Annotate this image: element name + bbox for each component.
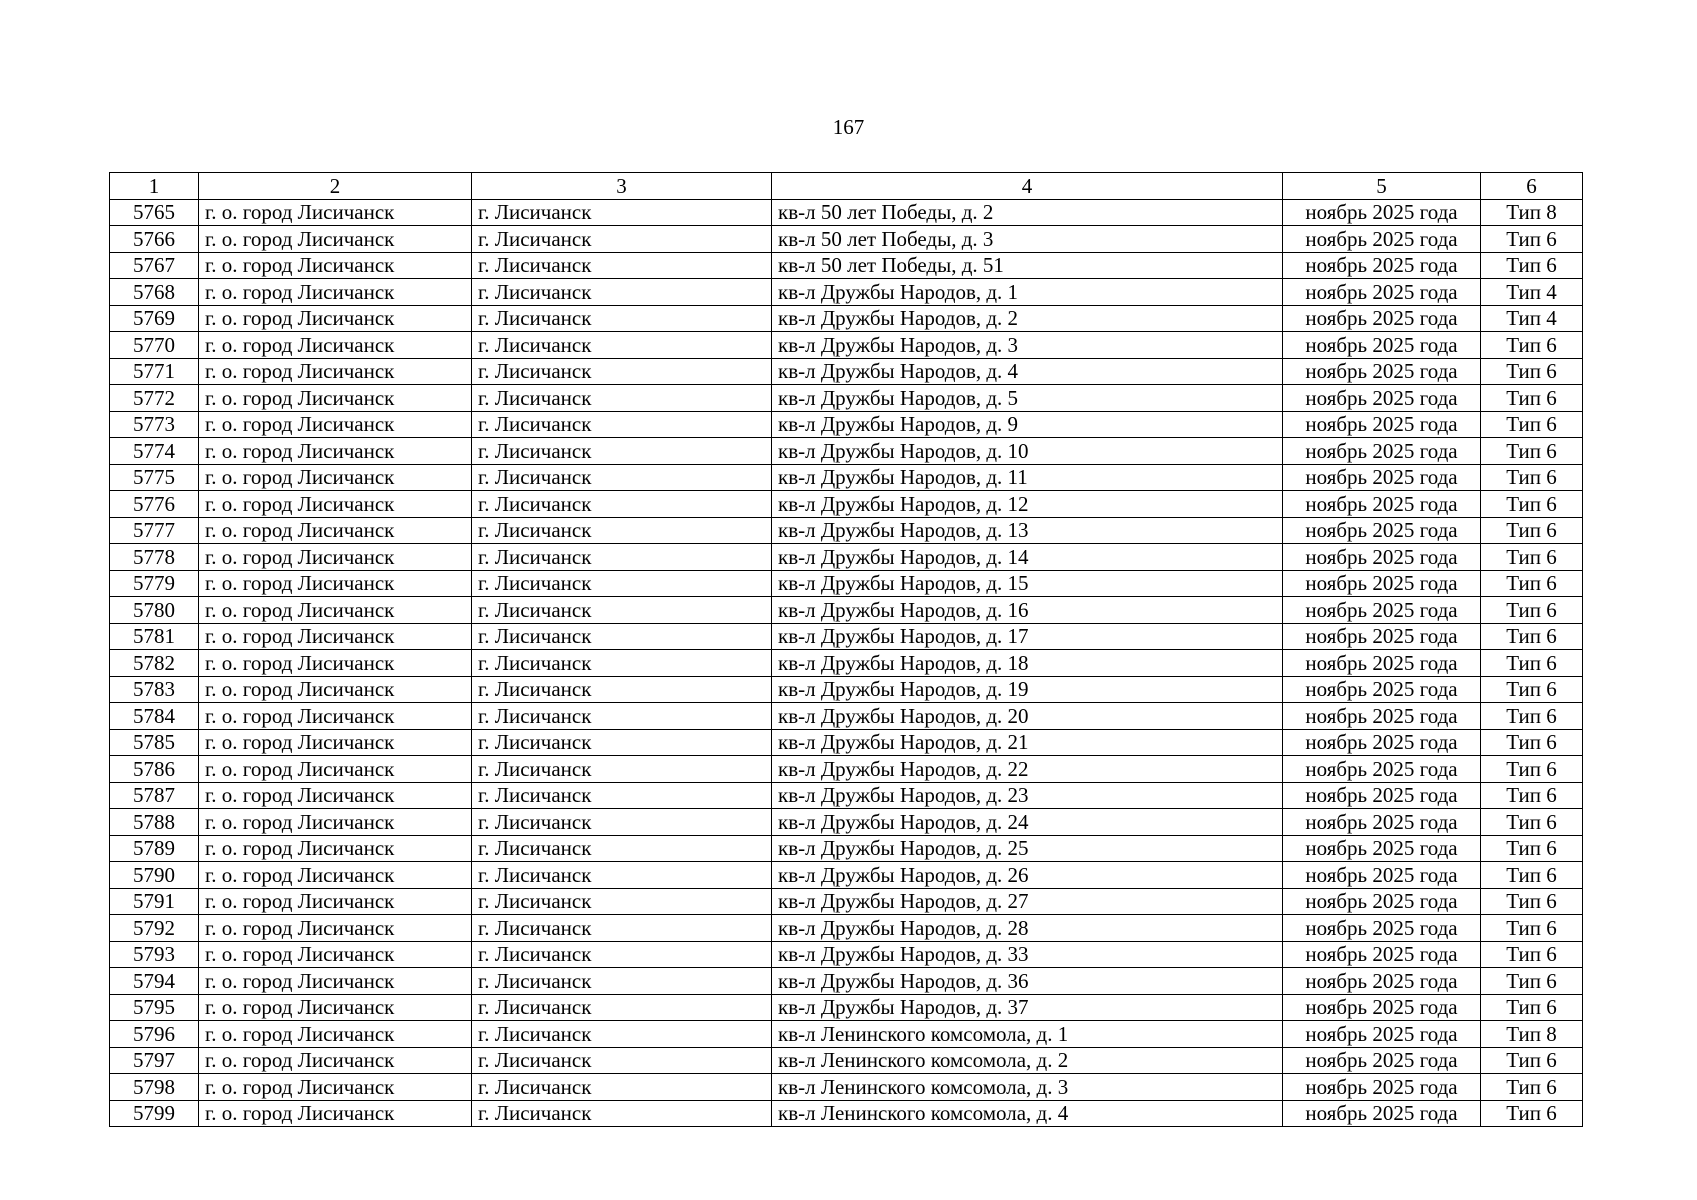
table-row (110, 888, 1583, 915)
cell-settlement: г. Лисичанск (472, 729, 772, 756)
cell-municipality: г. о. город Лисичанск (199, 1021, 472, 1048)
cell-settlement: г. Лисичанск (472, 1047, 772, 1074)
table-row (110, 464, 1583, 491)
cell-period: ноябрь 2025 года (1283, 226, 1481, 253)
table-row (110, 676, 1583, 703)
cell-row-number: 5788 (110, 809, 199, 836)
cell-type: Тип 4 (1481, 305, 1583, 332)
registry-table (109, 172, 1583, 1127)
cell-address: кв-л Дружбы Народов, д. 20 (772, 703, 1283, 730)
cell-settlement: г. Лисичанск (472, 1100, 772, 1127)
cell-period: ноябрь 2025 года (1283, 544, 1481, 571)
cell-row-number: 5789 (110, 835, 199, 862)
cell-municipality: г. о. город Лисичанск (199, 941, 472, 968)
table-row (110, 994, 1583, 1021)
table-row (110, 915, 1583, 942)
cell-settlement: г. Лисичанск (472, 332, 772, 359)
cell-period: ноябрь 2025 года (1283, 809, 1481, 836)
table-row (110, 650, 1583, 677)
table-row (110, 968, 1583, 995)
cell-address: кв-л Ленинского комсомола, д. 4 (772, 1100, 1283, 1127)
cell-row-number: 5775 (110, 464, 199, 491)
cell-period: ноябрь 2025 года (1283, 888, 1481, 915)
cell-row-number: 5776 (110, 491, 199, 518)
cell-row-number: 5794 (110, 968, 199, 995)
table-row (110, 756, 1583, 783)
column-header-1: 1 (110, 173, 199, 200)
cell-period: ноябрь 2025 года (1283, 782, 1481, 809)
cell-municipality: г. о. город Лисичанск (199, 915, 472, 942)
table-row (110, 597, 1583, 624)
cell-municipality: г. о. город Лисичанск (199, 438, 472, 465)
cell-address: кв-л Дружбы Народов, д. 19 (772, 676, 1283, 703)
cell-municipality: г. о. город Лисичанск (199, 756, 472, 783)
cell-row-number: 5795 (110, 994, 199, 1021)
cell-municipality: г. о. город Лисичанск (199, 226, 472, 253)
table-row (110, 570, 1583, 597)
cell-period: ноябрь 2025 года (1283, 332, 1481, 359)
cell-address: кв-л Дружбы Народов, д. 27 (772, 888, 1283, 915)
cell-municipality: г. о. город Лисичанск (199, 597, 472, 624)
cell-period: ноябрь 2025 года (1283, 703, 1481, 730)
cell-period: ноябрь 2025 года (1283, 385, 1481, 412)
cell-municipality: г. о. город Лисичанск (199, 411, 472, 438)
cell-address: кв-л Дружбы Народов, д. 12 (772, 491, 1283, 518)
cell-row-number: 5798 (110, 1074, 199, 1101)
cell-address: кв-л Дружбы Народов, д. 10 (772, 438, 1283, 465)
cell-settlement: г. Лисичанск (472, 782, 772, 809)
cell-municipality: г. о. город Лисичанск (199, 1074, 472, 1101)
cell-period: ноябрь 2025 года (1283, 941, 1481, 968)
cell-settlement: г. Лисичанск (472, 968, 772, 995)
cell-row-number: 5781 (110, 623, 199, 650)
cell-settlement: г. Лисичанск (472, 1074, 772, 1101)
cell-row-number: 5799 (110, 1100, 199, 1127)
cell-period: ноябрь 2025 года (1283, 358, 1481, 385)
cell-address: кв-л Дружбы Народов, д. 22 (772, 756, 1283, 783)
cell-type: Тип 6 (1481, 491, 1583, 518)
table-row (110, 782, 1583, 809)
cell-settlement: г. Лисичанск (472, 226, 772, 253)
cell-type: Тип 6 (1481, 782, 1583, 809)
cell-settlement: г. Лисичанск (472, 650, 772, 677)
cell-type: Тип 6 (1481, 862, 1583, 889)
cell-municipality: г. о. город Лисичанск (199, 305, 472, 332)
cell-municipality: г. о. город Лисичанск (199, 464, 472, 491)
cell-type: Тип 6 (1481, 756, 1583, 783)
table-row (110, 199, 1583, 226)
cell-row-number: 5793 (110, 941, 199, 968)
table-row (110, 411, 1583, 438)
cell-type: Тип 6 (1481, 915, 1583, 942)
table-row (110, 941, 1583, 968)
cell-type: Тип 6 (1481, 623, 1583, 650)
table-body (110, 199, 1583, 1127)
cell-municipality: г. о. город Лисичанск (199, 650, 472, 677)
cell-period: ноябрь 2025 года (1283, 968, 1481, 995)
cell-address: кв-л Дружбы Народов, д. 33 (772, 941, 1283, 968)
cell-municipality: г. о. город Лисичанск (199, 491, 472, 518)
cell-row-number: 5784 (110, 703, 199, 730)
table-row (110, 305, 1583, 332)
cell-type: Тип 6 (1481, 676, 1583, 703)
table-row (110, 226, 1583, 253)
cell-address: кв-л 50 лет Победы, д. 2 (772, 199, 1283, 226)
table-row (110, 1100, 1583, 1127)
cell-address: кв-л Дружбы Народов, д. 4 (772, 358, 1283, 385)
cell-period: ноябрь 2025 года (1283, 835, 1481, 862)
cell-type: Тип 6 (1481, 332, 1583, 359)
column-header-5: 5 (1283, 173, 1481, 200)
cell-period: ноябрь 2025 года (1283, 252, 1481, 279)
cell-settlement: г. Лисичанск (472, 385, 772, 412)
cell-settlement: г. Лисичанск (472, 438, 772, 465)
table-row (110, 809, 1583, 836)
cell-type: Тип 6 (1481, 358, 1583, 385)
cell-period: ноябрь 2025 года (1283, 1021, 1481, 1048)
cell-settlement: г. Лисичанск (472, 862, 772, 889)
table-row (110, 835, 1583, 862)
cell-municipality: г. о. город Лисичанск (199, 994, 472, 1021)
cell-settlement: г. Лисичанск (472, 994, 772, 1021)
cell-period: ноябрь 2025 года (1283, 676, 1481, 703)
cell-address: кв-л Дружбы Народов, д. 25 (772, 835, 1283, 862)
cell-period: ноябрь 2025 года (1283, 650, 1481, 677)
cell-row-number: 5766 (110, 226, 199, 253)
cell-row-number: 5785 (110, 729, 199, 756)
cell-row-number: 5778 (110, 544, 199, 571)
cell-type: Тип 6 (1481, 835, 1583, 862)
cell-municipality: г. о. город Лисичанск (199, 782, 472, 809)
cell-type: Тип 6 (1481, 464, 1583, 491)
cell-municipality: г. о. город Лисичанск (199, 809, 472, 836)
cell-type: Тип 4 (1481, 279, 1583, 306)
cell-period: ноябрь 2025 года (1283, 994, 1481, 1021)
cell-settlement: г. Лисичанск (472, 915, 772, 942)
cell-settlement: г. Лисичанск (472, 570, 772, 597)
cell-address: кв-л Дружбы Народов, д. 11 (772, 464, 1283, 491)
cell-municipality: г. о. город Лисичанск (199, 358, 472, 385)
cell-period: ноябрь 2025 года (1283, 1074, 1481, 1101)
cell-type: Тип 6 (1481, 226, 1583, 253)
cell-address: кв-л Дружбы Народов, д. 14 (772, 544, 1283, 571)
cell-address: кв-л Дружбы Народов, д. 26 (772, 862, 1283, 889)
cell-address: кв-л Дружбы Народов, д. 21 (772, 729, 1283, 756)
cell-address: кв-л Дружбы Народов, д. 23 (772, 782, 1283, 809)
cell-row-number: 5790 (110, 862, 199, 889)
cell-type: Тип 6 (1481, 1047, 1583, 1074)
cell-address: кв-л 50 лет Победы, д. 51 (772, 252, 1283, 279)
page-number: 167 (832, 115, 865, 139)
table-row (110, 862, 1583, 889)
table-header (110, 173, 1583, 200)
cell-municipality: г. о. город Лисичанск (199, 385, 472, 412)
cell-settlement: г. Лисичанск (472, 517, 772, 544)
cell-row-number: 5767 (110, 252, 199, 279)
table-row (110, 252, 1583, 279)
cell-settlement: г. Лисичанск (472, 411, 772, 438)
cell-settlement: г. Лисичанск (472, 199, 772, 226)
table-row (110, 491, 1583, 518)
cell-type: Тип 6 (1481, 941, 1583, 968)
cell-address: кв-л Ленинского комсомола, д. 1 (772, 1021, 1283, 1048)
cell-row-number: 5765 (110, 199, 199, 226)
cell-type: Тип 6 (1481, 1100, 1583, 1127)
header-row (110, 173, 1583, 200)
cell-period: ноябрь 2025 года (1283, 729, 1481, 756)
cell-address: кв-л Дружбы Народов, д. 5 (772, 385, 1283, 412)
cell-row-number: 5791 (110, 888, 199, 915)
cell-settlement: г. Лисичанск (472, 544, 772, 571)
cell-settlement: г. Лисичанск (472, 358, 772, 385)
column-header-2: 2 (199, 173, 472, 200)
cell-type: Тип 8 (1481, 1021, 1583, 1048)
cell-municipality: г. о. город Лисичанск (199, 279, 472, 306)
column-header-6: 6 (1481, 173, 1583, 200)
cell-row-number: 5774 (110, 438, 199, 465)
cell-row-number: 5780 (110, 597, 199, 624)
table-row (110, 729, 1583, 756)
cell-settlement: г. Лисичанск (472, 835, 772, 862)
cell-row-number: 5770 (110, 332, 199, 359)
table-row (110, 1047, 1583, 1074)
cell-address: кв-л Ленинского комсомола, д. 2 (772, 1047, 1283, 1074)
table-row (110, 544, 1583, 571)
cell-row-number: 5779 (110, 570, 199, 597)
column-header-3: 3 (472, 173, 772, 200)
cell-period: ноябрь 2025 года (1283, 623, 1481, 650)
cell-row-number: 5769 (110, 305, 199, 332)
cell-period: ноябрь 2025 года (1283, 1047, 1481, 1074)
cell-settlement: г. Лисичанск (472, 279, 772, 306)
cell-address: кв-л Дружбы Народов, д. 18 (772, 650, 1283, 677)
cell-period: ноябрь 2025 года (1283, 570, 1481, 597)
table-row (110, 332, 1583, 359)
cell-row-number: 5782 (110, 650, 199, 677)
cell-type: Тип 6 (1481, 385, 1583, 412)
cell-address: кв-л 50 лет Победы, д. 3 (772, 226, 1283, 253)
cell-address: кв-л Дружбы Народов, д. 13 (772, 517, 1283, 544)
table-row (110, 385, 1583, 412)
cell-settlement: г. Лисичанск (472, 756, 772, 783)
cell-address: кв-л Дружбы Народов, д. 2 (772, 305, 1283, 332)
cell-type: Тип 6 (1481, 888, 1583, 915)
cell-address: кв-л Дружбы Народов, д. 17 (772, 623, 1283, 650)
cell-type: Тип 6 (1481, 438, 1583, 465)
cell-period: ноябрь 2025 года (1283, 438, 1481, 465)
cell-municipality: г. о. город Лисичанск (199, 703, 472, 730)
cell-row-number: 5786 (110, 756, 199, 783)
cell-municipality: г. о. город Лисичанск (199, 968, 472, 995)
table-row (110, 1074, 1583, 1101)
cell-settlement: г. Лисичанск (472, 491, 772, 518)
column-header-4: 4 (772, 173, 1283, 200)
cell-row-number: 5771 (110, 358, 199, 385)
cell-period: ноябрь 2025 года (1283, 756, 1481, 783)
cell-type: Тип 6 (1481, 411, 1583, 438)
cell-row-number: 5792 (110, 915, 199, 942)
cell-type: Тип 6 (1481, 729, 1583, 756)
cell-address: кв-л Дружбы Народов, д. 24 (772, 809, 1283, 836)
cell-period: ноябрь 2025 года (1283, 305, 1481, 332)
cell-address: кв-л Дружбы Народов, д. 15 (772, 570, 1283, 597)
cell-type: Тип 6 (1481, 1074, 1583, 1101)
cell-row-number: 5787 (110, 782, 199, 809)
cell-period: ноябрь 2025 года (1283, 411, 1481, 438)
table-row (110, 279, 1583, 306)
cell-municipality: г. о. город Лисичанск (199, 332, 472, 359)
cell-row-number: 5777 (110, 517, 199, 544)
cell-type: Тип 6 (1481, 544, 1583, 571)
cell-period: ноябрь 2025 года (1283, 491, 1481, 518)
cell-row-number: 5773 (110, 411, 199, 438)
cell-settlement: г. Лисичанск (472, 623, 772, 650)
table-row (110, 517, 1583, 544)
cell-municipality: г. о. город Лисичанск (199, 544, 472, 571)
cell-type: Тип 6 (1481, 968, 1583, 995)
cell-address: кв-л Дружбы Народов, д. 37 (772, 994, 1283, 1021)
cell-period: ноябрь 2025 года (1283, 862, 1481, 889)
cell-period: ноябрь 2025 года (1283, 517, 1481, 544)
cell-type: Тип 6 (1481, 597, 1583, 624)
cell-municipality: г. о. город Лисичанск (199, 252, 472, 279)
cell-municipality: г. о. город Лисичанск (199, 517, 472, 544)
cell-municipality: г. о. город Лисичанск (199, 888, 472, 915)
cell-period: ноябрь 2025 года (1283, 279, 1481, 306)
cell-municipality: г. о. город Лисичанск (199, 676, 472, 703)
table-row (110, 1021, 1583, 1048)
cell-settlement: г. Лисичанск (472, 597, 772, 624)
cell-address: кв-л Дружбы Народов, д. 3 (772, 332, 1283, 359)
cell-address: кв-л Дружбы Народов, д. 36 (772, 968, 1283, 995)
cell-municipality: г. о. город Лисичанск (199, 623, 472, 650)
cell-row-number: 5796 (110, 1021, 199, 1048)
cell-settlement: г. Лисичанск (472, 252, 772, 279)
cell-type: Тип 6 (1481, 252, 1583, 279)
cell-row-number: 5797 (110, 1047, 199, 1074)
cell-type: Тип 8 (1481, 199, 1583, 226)
cell-municipality: г. о. город Лисичанск (199, 570, 472, 597)
cell-address: кв-л Дружбы Народов, д. 1 (772, 279, 1283, 306)
cell-municipality: г. о. город Лисичанск (199, 729, 472, 756)
cell-period: ноябрь 2025 года (1283, 199, 1481, 226)
table-row (110, 703, 1583, 730)
cell-municipality: г. о. город Лисичанск (199, 199, 472, 226)
table-row (110, 358, 1583, 385)
cell-period: ноябрь 2025 года (1283, 597, 1481, 624)
cell-type: Тип 6 (1481, 570, 1583, 597)
cell-type: Тип 6 (1481, 517, 1583, 544)
cell-municipality: г. о. город Лисичанск (199, 1100, 472, 1127)
cell-address: кв-л Ленинского комсомола, д. 3 (772, 1074, 1283, 1101)
cell-address: кв-л Дружбы Народов, д. 28 (772, 915, 1283, 942)
cell-settlement: г. Лисичанск (472, 1021, 772, 1048)
cell-municipality: г. о. город Лисичанск (199, 835, 472, 862)
cell-row-number: 5772 (110, 385, 199, 412)
cell-type: Тип 6 (1481, 703, 1583, 730)
cell-address: кв-л Дружбы Народов, д. 16 (772, 597, 1283, 624)
cell-period: ноябрь 2025 года (1283, 915, 1481, 942)
cell-municipality: г. о. город Лисичанск (199, 862, 472, 889)
cell-settlement: г. Лисичанск (472, 703, 772, 730)
cell-municipality: г. о. город Лисичанск (199, 1047, 472, 1074)
cell-type: Тип 6 (1481, 650, 1583, 677)
cell-settlement: г. Лисичанск (472, 464, 772, 491)
cell-address: кв-л Дружбы Народов, д. 9 (772, 411, 1283, 438)
cell-type: Тип 6 (1481, 809, 1583, 836)
cell-settlement: г. Лисичанск (472, 305, 772, 332)
cell-settlement: г. Лисичанск (472, 941, 772, 968)
cell-settlement: г. Лисичанск (472, 676, 772, 703)
cell-period: ноябрь 2025 года (1283, 464, 1481, 491)
cell-period: ноябрь 2025 года (1283, 1100, 1481, 1127)
cell-settlement: г. Лисичанск (472, 888, 772, 915)
table-row (110, 623, 1583, 650)
table-row (110, 438, 1583, 465)
cell-row-number: 5768 (110, 279, 199, 306)
cell-settlement: г. Лисичанск (472, 809, 772, 836)
cell-row-number: 5783 (110, 676, 199, 703)
cell-type: Тип 6 (1481, 994, 1583, 1021)
